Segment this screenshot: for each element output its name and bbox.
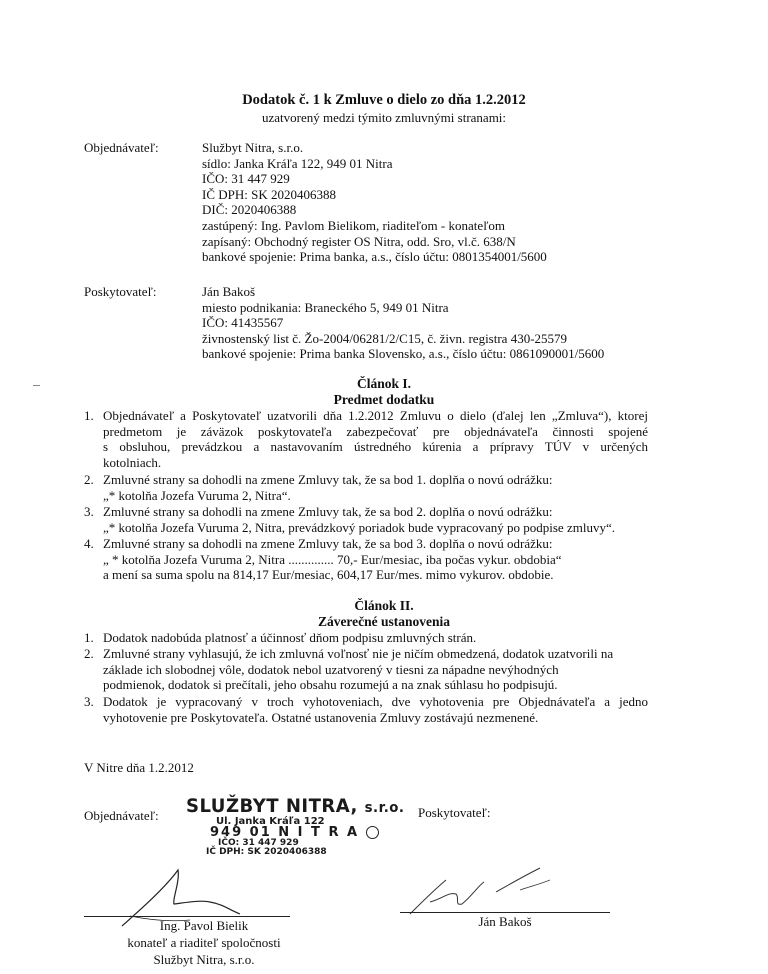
poskytovatel-name: Ján Bakoš [202, 284, 256, 299]
clanok2-subheading: Záverečné ustanovenia [317, 614, 451, 629]
clanok1-item4-num: 4. [84, 536, 94, 551]
clanok2-item2-line2: základe ich slobodnej vôle, dodatok nebol uzatvorený v tiesni za nápadne nevýhodných [103, 661, 559, 677]
place-date: V Nitre dňa 1.2.2012 [84, 760, 194, 775]
clanok1-item1-num: 1. [84, 408, 94, 423]
clanok2-item1-line1: Dodatok nadobúda platnosť a účinnosť dňom podpisu zmluvných strán. [103, 630, 477, 645]
objednavatel-name: Službyt Nitra, s.r.o. [202, 140, 304, 155]
poskytovatel-signature [400, 862, 580, 922]
objednavatel-details [202, 140, 547, 265]
clanok2-item2 [103, 646, 648, 693]
clanok2-item2-line3: podmienok, dodatok si prečítali, jeho obsahu rozumejú a na znak súhlasu ho podpisujú. [103, 677, 558, 693]
poskytovatel-details [202, 284, 604, 362]
objednavatel-icdph: IČ DPH: SK 2020406388 [202, 186, 336, 202]
clanok2-item3-line2: vyhotovenie pre Poskytovateľa. Ostatné ustanovenia Zmluvy zostávajú nezmenené. [103, 709, 539, 725]
objednavatel-sign-label: Objednávateľ: [84, 808, 159, 823]
clanok2-item3-num: 3. [84, 694, 94, 709]
clanok1-heading: Článok I. [356, 376, 412, 391]
clanok2-item3-line1: Dodatok je vypracovaný v troch vyhotoveniach, dve vyhotovenia pre Objednávateľa a jedno [103, 694, 648, 709]
objednavatel-sign-role: konateľ a riaditeľ spoločnosti [127, 935, 281, 950]
stamp-line5: IČ DPH: SK 2020406388 [206, 847, 327, 857]
poskytovatel-ico: IČO: 41435567 [202, 315, 284, 331]
stamp-line1: SLUŽBYT NITRA, s.r.o. [186, 795, 405, 817]
objednavatel-sidlo: sídlo: Janka Kráľa 122, 949 01 Nitra [202, 155, 393, 171]
clanok1-item2-line2: „* kotolňa Jozefa Vuruma 2, Nitra“. [103, 487, 291, 503]
clanok1-item4-line2: „ * kotolňa Jozefa Vuruma 2, Nitra .............. 70,- Eur/mesiac, iba počas vykur. obdobia“ [103, 551, 562, 567]
document-title: Dodatok č. 1 k Zmluve o dielo zo dňa 1.2.2012 [242, 92, 526, 108]
clanok2-item1 [103, 630, 648, 646]
objednavatel-zastupeny: zastúpený: Ing. Pavlom Bielikom, riaditeľom - konateľom [202, 217, 506, 233]
clanok1-item1-line3: s obsluhou, prevádzkou a nastavovaním ústredného kúrenia a prípravy TÚV v určených [103, 439, 648, 455]
clanok2-item2-num: 2. [84, 646, 94, 661]
clanok1-item3 [103, 504, 648, 535]
clanok1-item3-line2: „* kotolňa Jozefa Vuruma 2, Nitra, prevádzkový poriadok bude vypracovaný po podpise zmluvy“. [103, 519, 615, 535]
clanok1-subheading: Predmet dodatku [333, 392, 435, 407]
objednavatel-label: Objednávateľ: [84, 140, 159, 155]
clanok2-item3 [103, 694, 648, 725]
clanok1-item1 [103, 408, 648, 470]
poskytovatel-sign-label: Poskytovateľ: [418, 805, 491, 820]
objednavatel-sign-company: Službyt Nitra, s.r.o. [153, 952, 255, 967]
stamp-line2: Ul. Janka Kráľa 122 [216, 816, 325, 827]
company-stamp [186, 795, 416, 857]
objednavatel-sign-line [84, 916, 290, 917]
stamp-line3: 949 01 N I T R A [210, 825, 416, 840]
clanok1-item4-line3: a mení sa suma spolu na 814,17 Eur/mesiac, 604,17 Eur/mes. mimo vykurov. obdobie. [103, 567, 554, 583]
objednavatel-ico: IČO: 31 447 929 [202, 171, 290, 187]
document-subtitle: uzatvorený medzi týmito zmluvnými stranami: [261, 110, 507, 125]
stamp-emblem-icon [366, 826, 379, 839]
objednavatel-banka: bankové spojenie: Prima banka, a.s., číslo účtu: 0801354001/5600 [202, 249, 547, 265]
clanok1-item2-line1: Zmluvné strany sa dohodli na zmene Zmluvy tak, že sa bod 1. doplňa o novú odrážku: [103, 472, 553, 487]
clanok2-item1-num: 1. [84, 630, 94, 645]
clanok1-item1-line4: kotolniach. [103, 454, 162, 470]
poskytovatel-sign-name: Ján Bakoš [478, 914, 532, 929]
clanok1-item2-num: 2. [84, 472, 94, 487]
clanok1-item3-line1: Zmluvné strany sa dohodli na zmene Zmluvy tak, že sa bod 2. doplňa o novú odrážku: [103, 504, 553, 519]
clanok1-item1-line1: Objednávateľ a Poskytovateľ uzatvorili dňa 1.2.2012 Zmluvu o dielo (ďalej len „Zmluva“), ktorej [103, 408, 648, 423]
clanok1-item2 [103, 472, 648, 503]
stamp-line4: IČO: 31 447 929 [218, 838, 299, 848]
objednavatel-zapisany: zapísaný: Obchodný register OS Nitra, odd. Sro, vl.č. 638/N [202, 233, 516, 249]
poskytovatel-banka: bankové spojenie: Prima banka Slovensko, a.s., číslo účtu: 0861090001/5600 [202, 346, 605, 362]
poskytovatel-miesto: miesto podnikania: Braneckého 5, 949 01 Nitra [202, 299, 449, 315]
clanok1-item3-num: 3. [84, 504, 94, 519]
clanok2-heading: Článok II. [354, 598, 414, 613]
poskytovatel-label: Poskytovateľ: [84, 284, 157, 299]
clanok1-item4 [103, 536, 648, 583]
clanok1-item4-line1: Zmluvné strany sa dohodli na zmene Zmluvy tak, že sa bod 3. doplňa o novú odrážku: [103, 536, 553, 551]
poskytovatel-sign-line [400, 912, 610, 913]
clanok2-item2-line1: Zmluvné strany vyhlasujú, že ich zmluvná voľnosť nie je ničím obmedzená, dodatok uzatvorili na [103, 646, 614, 661]
objednavatel-sign-name: Ing. Pavol Bielik [159, 918, 249, 933]
clanok1-item1-line2: predmetom je záväzok poskytovateľa zabezpečovať pre objednávateľa činnosti spojené [103, 423, 648, 439]
poskytovatel-zivnost: živnostenský list č. Žo-2004/06281/2/C15, č. živn. registra 430-25579 [202, 330, 568, 346]
objednavatel-dic: DIČ: 2020406388 [202, 202, 297, 218]
